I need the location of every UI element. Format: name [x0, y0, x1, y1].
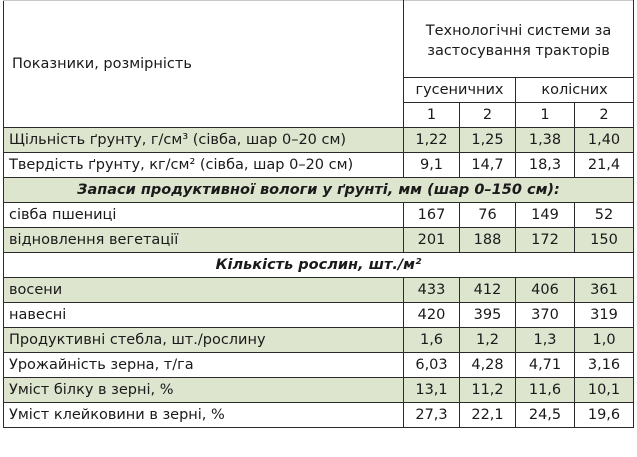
- cell-value: 188: [460, 228, 516, 253]
- cell-value: 395: [460, 303, 516, 328]
- cell-value: 4,28: [460, 353, 516, 378]
- row-label: Урожайність зерна, т/га: [4, 353, 404, 378]
- header-row-systems: [4, 1, 634, 78]
- subgroup-tracked: гусеничних: [404, 78, 516, 103]
- table-row: [4, 203, 634, 228]
- cell-value: 1,38: [516, 128, 575, 153]
- cell-value: 149: [516, 203, 575, 228]
- section-row: [4, 178, 634, 203]
- cell-value: 1,3: [516, 328, 575, 353]
- cell-value: 319: [575, 303, 634, 328]
- cell-value: 1,6: [404, 328, 460, 353]
- cell-value: 11,6: [516, 378, 575, 403]
- cell-value: 1,22: [404, 128, 460, 153]
- table-row: [4, 303, 634, 328]
- cell-value: 1,25: [460, 128, 516, 153]
- cell-value: 4,71: [516, 353, 575, 378]
- cell-value: 406: [516, 278, 575, 303]
- row-label: навесні: [4, 303, 404, 328]
- table-row: [4, 153, 634, 178]
- table-row: [4, 378, 634, 403]
- cell-value: 21,4: [575, 153, 634, 178]
- cell-value: 172: [516, 228, 575, 253]
- cell-value: 9,1: [404, 153, 460, 178]
- column-number: 2: [460, 103, 516, 128]
- data-table-container: [3, 0, 634, 428]
- row-label: Уміст білку в зерні, %: [4, 378, 404, 403]
- cell-value: 201: [404, 228, 460, 253]
- cell-value: 1,0: [575, 328, 634, 353]
- table-row: [4, 128, 634, 153]
- row-label: восени: [4, 278, 404, 303]
- data-table: [3, 0, 634, 428]
- cell-value: 19,6: [575, 403, 634, 428]
- cell-value: 3,16: [575, 353, 634, 378]
- cell-value: 76: [460, 203, 516, 228]
- column-number: 1: [404, 103, 460, 128]
- cell-value: 361: [575, 278, 634, 303]
- cell-value: 167: [404, 203, 460, 228]
- table-row: [4, 353, 634, 378]
- cell-value: 13,1: [404, 378, 460, 403]
- cell-value: 1,40: [575, 128, 634, 153]
- column-number: 2: [575, 103, 634, 128]
- indicator-header: Показники, розмірність: [4, 1, 404, 128]
- cell-value: 24,5: [516, 403, 575, 428]
- row-label: Твердість ґрунту, кг/см² (сівба, шар 0–20 см): [4, 153, 404, 178]
- cell-value: 412: [460, 278, 516, 303]
- cell-value: 11,2: [460, 378, 516, 403]
- cell-value: 22,1: [460, 403, 516, 428]
- table-row: [4, 278, 634, 303]
- cell-value: 1,2: [460, 328, 516, 353]
- table-row: [4, 328, 634, 353]
- cell-value: 14,7: [460, 153, 516, 178]
- cell-value: 10,1: [575, 378, 634, 403]
- table-row: [4, 403, 634, 428]
- table-row: [4, 228, 634, 253]
- column-number: 1: [516, 103, 575, 128]
- cell-value: 52: [575, 203, 634, 228]
- cell-value: 433: [404, 278, 460, 303]
- cell-value: 150: [575, 228, 634, 253]
- section-row: [4, 253, 634, 278]
- section-title-plants: Кількість рослин, шт./м²: [4, 253, 634, 278]
- section-title-moisture: Запаси продуктивної вологи у ґрунті, мм (шар 0–150 см):: [4, 178, 634, 203]
- subgroup-wheeled: колісних: [516, 78, 634, 103]
- row-label: сівба пшениці: [4, 203, 404, 228]
- cell-value: 420: [404, 303, 460, 328]
- cell-value: 18,3: [516, 153, 575, 178]
- row-label: Уміст клейковини в зерні, %: [4, 403, 404, 428]
- row-label: відновлення вегетації: [4, 228, 404, 253]
- row-label: Продуктивні стебла, шт./рослину: [4, 328, 404, 353]
- cell-value: 370: [516, 303, 575, 328]
- systems-header: Технологічні системи за застосування тракторів: [404, 1, 634, 78]
- cell-value: 6,03: [404, 353, 460, 378]
- row-label: Щільність ґрунту, г/см³ (сівба, шар 0–20 см): [4, 128, 404, 153]
- cell-value: 27,3: [404, 403, 460, 428]
